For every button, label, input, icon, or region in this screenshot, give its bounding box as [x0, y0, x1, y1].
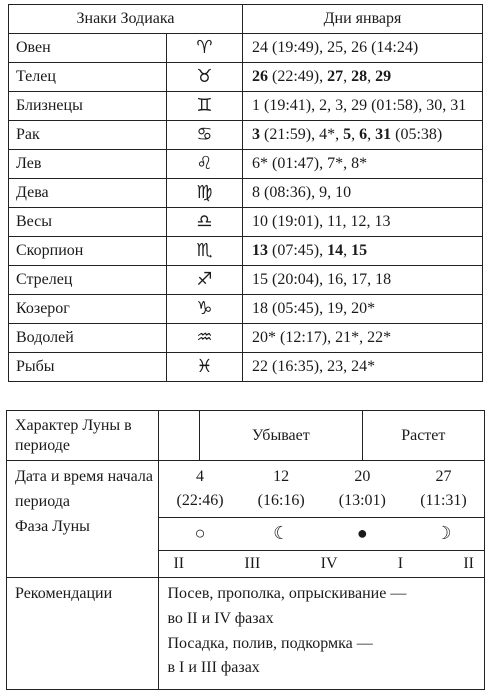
zodiac-days: [243, 92, 483, 121]
period-3: [322, 465, 403, 513]
zodiac-day-bold: 31: [375, 126, 392, 144]
zodiac-sign-name: Весы: [9, 208, 167, 237]
zodiac-sign-name: Лев: [9, 150, 167, 179]
zodiac-sign-name: Телец: [9, 63, 167, 92]
moon-periods-cell: [159, 461, 485, 518]
zodiac-row: [9, 34, 483, 63]
period-4-day: 27: [435, 468, 452, 485]
moon-datetime-label: Дата и время начала периода: [15, 468, 153, 510]
zodiac-day-text: 22 (16:35), 23, 24*: [252, 358, 376, 376]
moon-waning-label: Убывает: [200, 411, 362, 461]
zodiac-row: [9, 63, 483, 92]
zodiac-sign-name: Дева: [9, 179, 167, 208]
phase-roman-2: III: [244, 555, 261, 573]
zodiac-symbol-icon: ♈︎: [167, 34, 243, 63]
roman-numerals: [159, 554, 484, 573]
zodiac-symbol-icon: ♒︎: [167, 324, 243, 353]
zodiac-symbol-icon: ♏︎: [167, 237, 243, 266]
moon-datetime-phase-labels: [7, 461, 159, 551]
header-january-days: Дни января: [243, 5, 483, 34]
zodiac-sign-name: Рак: [9, 121, 167, 150]
zodiac-sign-name: Близнецы: [9, 92, 167, 121]
zodiac-day-text: 6* (01:47), 7*, 8*: [252, 155, 368, 173]
zodiac-row: [9, 179, 483, 208]
zodiac-days: [243, 324, 483, 353]
moon-datetime-row: [7, 461, 485, 518]
zodiac-sign-name: Рыбы: [9, 353, 167, 382]
zodiac-symbol-icon: ♌︎: [167, 150, 243, 179]
zodiac-symbol-icon: ♊︎: [167, 92, 243, 121]
zodiac-day-text: 1 (19:41), 2, 3, 29 (01:58), 30, 31: [252, 97, 467, 115]
period-4-time: (11:31): [420, 492, 467, 509]
zodiac-day-bold: 5: [343, 126, 352, 144]
period-2: [241, 465, 322, 513]
zodiac-row: [9, 237, 483, 266]
roman-label-empty: [7, 551, 159, 578]
zodiac-day-bold: 13: [252, 242, 268, 260]
zodiac-sign-name: Овен: [9, 34, 167, 63]
moon-recommendations-row: [7, 578, 485, 690]
phase-roman-5: II: [463, 555, 474, 573]
zodiac-symbol-icon: ♉︎: [167, 63, 243, 92]
period-4: [403, 465, 484, 513]
zodiac-days: [243, 121, 483, 150]
period-2-time: (16:16): [257, 492, 305, 509]
zodiac-symbol-icon: ♎︎: [167, 208, 243, 237]
moon-periods: [159, 461, 484, 517]
first-quarter-moon-icon: ☽: [435, 523, 452, 544]
zodiac-day-text: ,: [351, 126, 360, 144]
moon-character-row: [7, 411, 485, 461]
zodiac-days: [243, 237, 483, 266]
zodiac-day-text: ,: [367, 68, 376, 86]
zodiac-day-bold: 14: [327, 242, 344, 260]
zodiac-day-text: 15 (20:04), 16, 17, 18: [252, 271, 392, 289]
zodiac-day-bold: 6: [359, 126, 368, 144]
zodiac-row: [9, 295, 483, 324]
zodiac-symbol-icon: ♋︎: [167, 121, 243, 150]
moon-roman-row: [7, 551, 485, 578]
zodiac-days: [243, 150, 483, 179]
zodiac-day-text: 20* (12:17), 21*, 22*: [252, 329, 392, 347]
zodiac-table: [8, 4, 483, 382]
last-quarter-moon-icon: ☾: [273, 523, 290, 544]
zodiac-day-bold: 15: [351, 242, 368, 260]
recommendations-text: [159, 578, 485, 690]
zodiac-row: [9, 324, 483, 353]
zodiac-row: [9, 353, 483, 382]
zodiac-day-text: (05:38): [391, 126, 443, 144]
header-zodiac-signs: Знаки Зодиака: [9, 5, 243, 34]
zodiac-day-text: (07:45),: [268, 242, 328, 260]
period-1: [159, 465, 240, 513]
zodiac-days: [243, 266, 483, 295]
zodiac-day-text: ,: [343, 242, 352, 260]
period-3-day: 20: [354, 468, 371, 485]
moon-waxing-label: Растет: [362, 411, 484, 461]
zodiac-day-bold: 28: [351, 68, 368, 86]
zodiac-day-text: (21:59), 4*,: [260, 126, 344, 144]
phase-roman-4: I: [397, 555, 404, 573]
moon-character-empty-cell: [159, 411, 200, 461]
zodiac-days: [243, 208, 483, 237]
zodiac-days: [243, 295, 483, 324]
zodiac-days: [243, 353, 483, 382]
rec-line-4: в I и III фазах: [167, 659, 260, 677]
zodiac-symbol-icon: ♑︎: [167, 295, 243, 324]
period-3-time: (13:01): [338, 492, 386, 509]
zodiac-day-text: ,: [367, 126, 376, 144]
full-moon-icon: ○: [194, 523, 206, 544]
zodiac-row: [9, 150, 483, 179]
moon-phase-symbols-cell: [159, 518, 485, 551]
moon-phase-table: [6, 410, 485, 690]
zodiac-days: [243, 63, 483, 92]
zodiac-day-bold: 29: [375, 68, 392, 86]
zodiac-day-bold: 3: [252, 126, 260, 144]
zodiac-sign-name: Водолей: [9, 324, 167, 353]
zodiac-symbol-icon: ♐︎: [167, 266, 243, 295]
zodiac-symbol-icon: ♓︎: [167, 353, 243, 382]
zodiac-day-text: 10 (19:01), 11, 12, 13: [252, 213, 391, 231]
zodiac-sign-name: Стрелец: [9, 266, 167, 295]
new-moon-icon: ●: [356, 523, 368, 544]
zodiac-symbol-icon: ♍︎: [167, 179, 243, 208]
roman-numerals-cell: [159, 551, 485, 578]
zodiac-days: [243, 34, 483, 63]
zodiac-row: [9, 92, 483, 121]
rec-line-2: во II и IV фазах: [167, 609, 274, 627]
zodiac-sign-name: Козерог: [9, 295, 167, 324]
moon-phase-symbols: [159, 518, 484, 550]
zodiac-header-row: [9, 5, 483, 34]
zodiac-day-text: (22:49),: [268, 68, 328, 86]
phase-roman-3: IV: [320, 555, 338, 573]
zodiac-day-bold: 26: [252, 68, 268, 86]
zodiac-days: [243, 179, 483, 208]
moon-phase-label: Фаза Луны: [15, 517, 90, 535]
rec-line-3: Посадка, полив, подкормка —: [167, 634, 373, 652]
rec-line-1: Посев, прополка, опрыскивание —: [167, 585, 407, 602]
phase-roman-1: II: [173, 555, 185, 573]
recommendations-label: Рекомендации: [7, 578, 159, 690]
zodiac-day-text: 8 (08:36), 9, 10: [252, 184, 352, 202]
zodiac-day-text: 18 (05:45), 19, 20*: [252, 300, 376, 318]
zodiac-sign-name: Скорпион: [9, 237, 167, 266]
period-2-day: 12: [273, 468, 290, 485]
zodiac-row: [9, 266, 483, 295]
period-1-time: (22:46): [176, 492, 224, 509]
period-1-day: 4: [196, 468, 205, 485]
zodiac-row: [9, 121, 483, 150]
zodiac-day-text: ,: [343, 68, 352, 86]
zodiac-row: [9, 208, 483, 237]
zodiac-day-text: 24 (19:49), 25, 26 (14:24): [252, 39, 419, 57]
moon-character-label: Характер Луны в периоде: [7, 411, 159, 461]
zodiac-day-bold: 27: [327, 68, 344, 86]
